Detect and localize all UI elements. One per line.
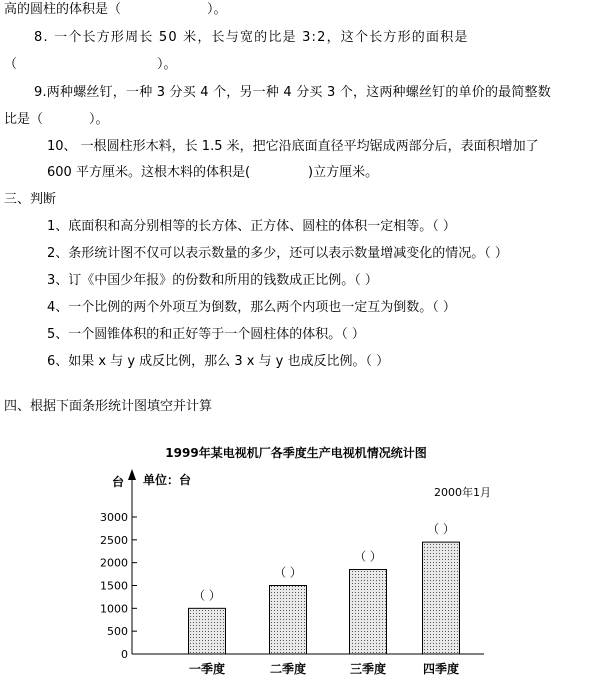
judge-item-2: 2、条形统计图不仅可以表示数量的多少，还可以表示数量增减变化的情况。（ ）	[47, 246, 508, 261]
question-10-line-1: 10、 一根圆柱形木料，长 1.5 米，把它沿底面直径平均锯成两部分后，表面积增加了	[47, 139, 539, 154]
unit-label: 单位：台	[143, 473, 192, 487]
y-tick-label: 0	[121, 648, 128, 661]
question-10-head: 600 平方厘米。这根木料的体积是(	[47, 165, 251, 180]
judge-item-4: 4、一个比例的两个外项互为倒数，那么两个内项也一定互为倒数。（ ）	[47, 300, 456, 315]
bar-1	[189, 608, 226, 654]
category-label: 三季度	[349, 662, 387, 676]
category-label: 二季度	[269, 662, 307, 676]
bar-2	[270, 586, 307, 655]
chart-title: 1999年某电视机厂各季度生产电视机情况统计图	[165, 446, 427, 460]
y-tick-label: 2000	[100, 556, 128, 570]
date-label: 2000年1月	[434, 486, 491, 499]
question-7-close: ）。	[207, 2, 227, 17]
bar-3	[350, 570, 387, 654]
bar-value-blank[interactable]: （ ）	[193, 588, 221, 603]
bar-value-blank[interactable]: （ ）	[274, 565, 302, 580]
judge-item-5: 5、一个圆锥体积的和正好等于一个圆柱体的体积。（ ）	[47, 327, 365, 342]
question-10-close: )立方厘米。	[308, 165, 379, 180]
question-7-text: 高的圆柱的体积是（	[4, 2, 122, 17]
question-8-open: （	[4, 57, 18, 72]
category-label: 一季度	[188, 662, 226, 676]
judge-item-3: 3、订《中国少年报》的份数和所用的钱数成正比例。（ ）	[47, 273, 378, 288]
judge-item-1: 1、底面积和高分别相等的长方体、正方体、圆柱的体积一定相等。（ ）	[47, 219, 456, 234]
section-3-heading: 三、判断	[4, 192, 57, 207]
category-label: 四季度	[422, 662, 460, 676]
section-4-heading: 四、根据下面条形统计图填空并计算	[4, 399, 213, 414]
judge-item-6: 6、如果 x 与 y 成反比例，那么 3 x 与 y 也成反比例。（ ）	[47, 354, 390, 369]
question-8-close: ）。	[157, 57, 177, 72]
question-8-line-1: 8. 一个长方形周长 50 米，长与宽的比是 3:2，这个长方形的面积是	[34, 30, 469, 45]
question-9-close: ）。	[89, 112, 109, 127]
y-tick-label: 500	[107, 625, 128, 639]
y-tick-label: 1000	[100, 602, 128, 616]
unit-axis-label: 台	[111, 475, 124, 489]
y-tick-label: 1500	[100, 579, 128, 593]
bar-4	[423, 542, 460, 654]
bar-value-blank[interactable]: （ ）	[354, 549, 382, 564]
bar-value-blank[interactable]: （ ）	[427, 522, 455, 537]
question-9-head: 比是（	[4, 112, 44, 127]
question-9-line-1: 9.两种螺丝钉，一种 3 分买 4 个，另一种 4 分买 3 个，这两种螺丝钉的单价的最简整数	[34, 85, 551, 100]
y-tick-label: 2500	[100, 533, 128, 547]
y-tick-label: 3000	[100, 511, 128, 524]
